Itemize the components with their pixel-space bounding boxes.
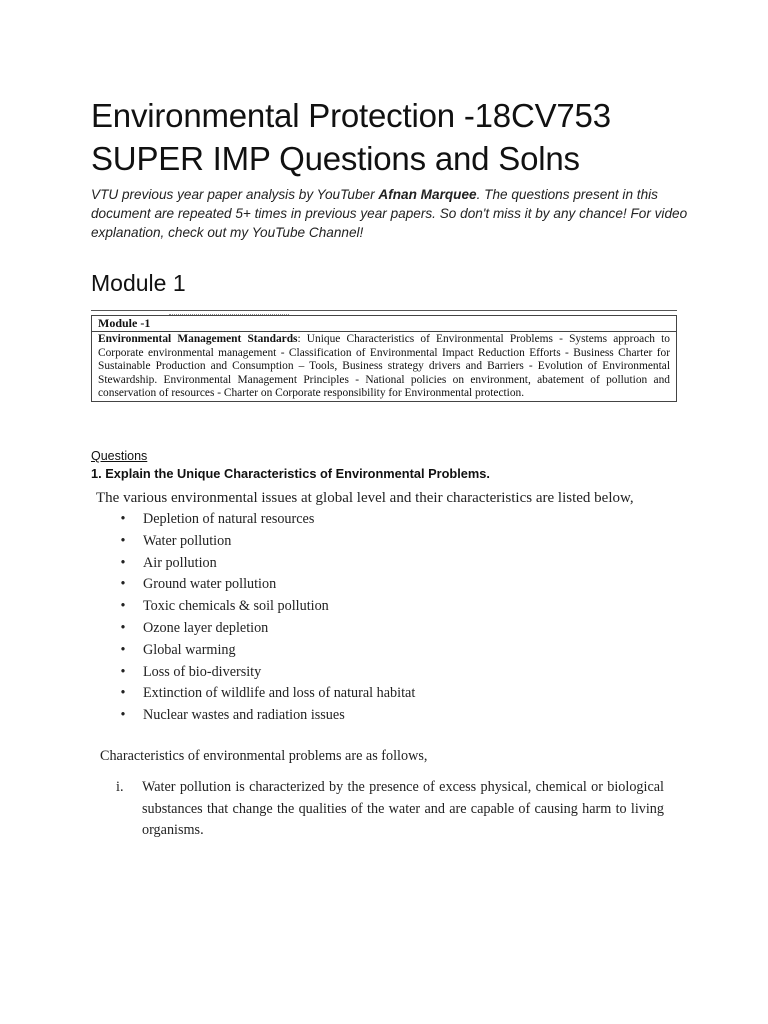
issue-text: Depletion of natural resources xyxy=(143,511,315,527)
issue-list-item xyxy=(118,531,415,553)
syllabus-body-row xyxy=(92,332,677,402)
issue-list-item xyxy=(118,596,415,618)
issue-list-item xyxy=(118,705,415,727)
syllabus-lead: Environmental Management Standards xyxy=(98,333,298,346)
intro-text-start: VTU previous year paper analysis by YouTuber xyxy=(91,187,379,202)
bullet-icon: • xyxy=(120,598,126,615)
characteristic-number: i. xyxy=(116,779,124,795)
document-title xyxy=(91,94,731,180)
characteristics-intro: Characteristics of environmental problems are as follows, xyxy=(100,748,428,764)
intro-text-end: . The questions present in this document are repeated 5+ times in previous year papers. So don't miss it by any chance! For video explanation, check out my YouTube Channel! xyxy=(91,187,688,240)
issue-text: Air pollution xyxy=(143,554,217,571)
answer-intro: The various environmental issues at global level and their characteristics are listed below, xyxy=(96,490,634,506)
issue-text: Water pollution xyxy=(143,532,232,549)
issue-text: Ground water pollution xyxy=(143,576,277,593)
issue-text: Loss of bio-diversity xyxy=(143,663,262,680)
issue-list-item xyxy=(118,662,415,684)
syllabus-header-row xyxy=(92,316,677,332)
title-line-1: Environmental Protection -18CV753 xyxy=(91,97,611,134)
issues-list xyxy=(118,509,415,727)
issue-text: Global warming xyxy=(143,641,236,658)
questions-label: Questions xyxy=(91,449,148,463)
bullet-icon: • xyxy=(120,576,126,593)
issue-list-item xyxy=(118,509,415,531)
bullet-icon: • xyxy=(120,532,126,549)
issue-text: Extinction of wildlife and loss of natural habitat xyxy=(143,685,416,702)
characteristic-text: Water pollution is characterized by the presence of excess physical, chemical or biological substances that change the qualities of the water and are capable of causing harm to living organisms. xyxy=(142,779,664,838)
syllabus-body: : Unique Characteristics of Environmental Problems - Systems approach to Corporate environmental management - Classification of Environmental Impact Reduction Efforts - Business Charter for Sustainable Production and Consumption – Tools, Business strategy drivers and Barriers - Evolution of Environmental Stewardship. Environmental Management Principles - National policies on environment, abatement of pollution and conservation of resources - Charter on Corporate responsibility for Environmental protection. xyxy=(98,333,671,400)
bullet-icon: • xyxy=(120,663,126,680)
bullet-icon: • xyxy=(120,511,126,527)
issue-list-item xyxy=(118,640,415,662)
issue-list-item xyxy=(118,553,415,575)
issue-list-item xyxy=(118,574,415,596)
bullet-icon: • xyxy=(120,619,126,636)
title-line-2: SUPER IMP Questions and Solns xyxy=(91,140,580,177)
syllabus-header: Module -1 xyxy=(92,316,677,332)
syllabus-table xyxy=(91,315,677,402)
module-heading: Module 1 xyxy=(91,270,186,296)
issue-list-item xyxy=(118,618,415,640)
bullet-icon: • xyxy=(120,707,126,724)
intro-author: Afnan Marquee xyxy=(378,187,477,202)
bullet-icon: • xyxy=(120,641,126,658)
intro-paragraph xyxy=(91,185,691,242)
bullet-icon: • xyxy=(120,685,126,702)
issue-text: Toxic chemicals & soil pollution xyxy=(143,598,329,615)
issue-text: Ozone layer depletion xyxy=(143,619,269,636)
syllabus-body-cell xyxy=(92,332,677,402)
issue-list-item xyxy=(118,683,415,705)
question-1: 1. Explain the Unique Characteristics of Environmental Problems. xyxy=(91,466,490,481)
bullet-icon: • xyxy=(120,554,126,571)
issue-text: Nuclear wastes and radiation issues xyxy=(143,707,345,724)
syllabus-table-image xyxy=(91,310,677,425)
